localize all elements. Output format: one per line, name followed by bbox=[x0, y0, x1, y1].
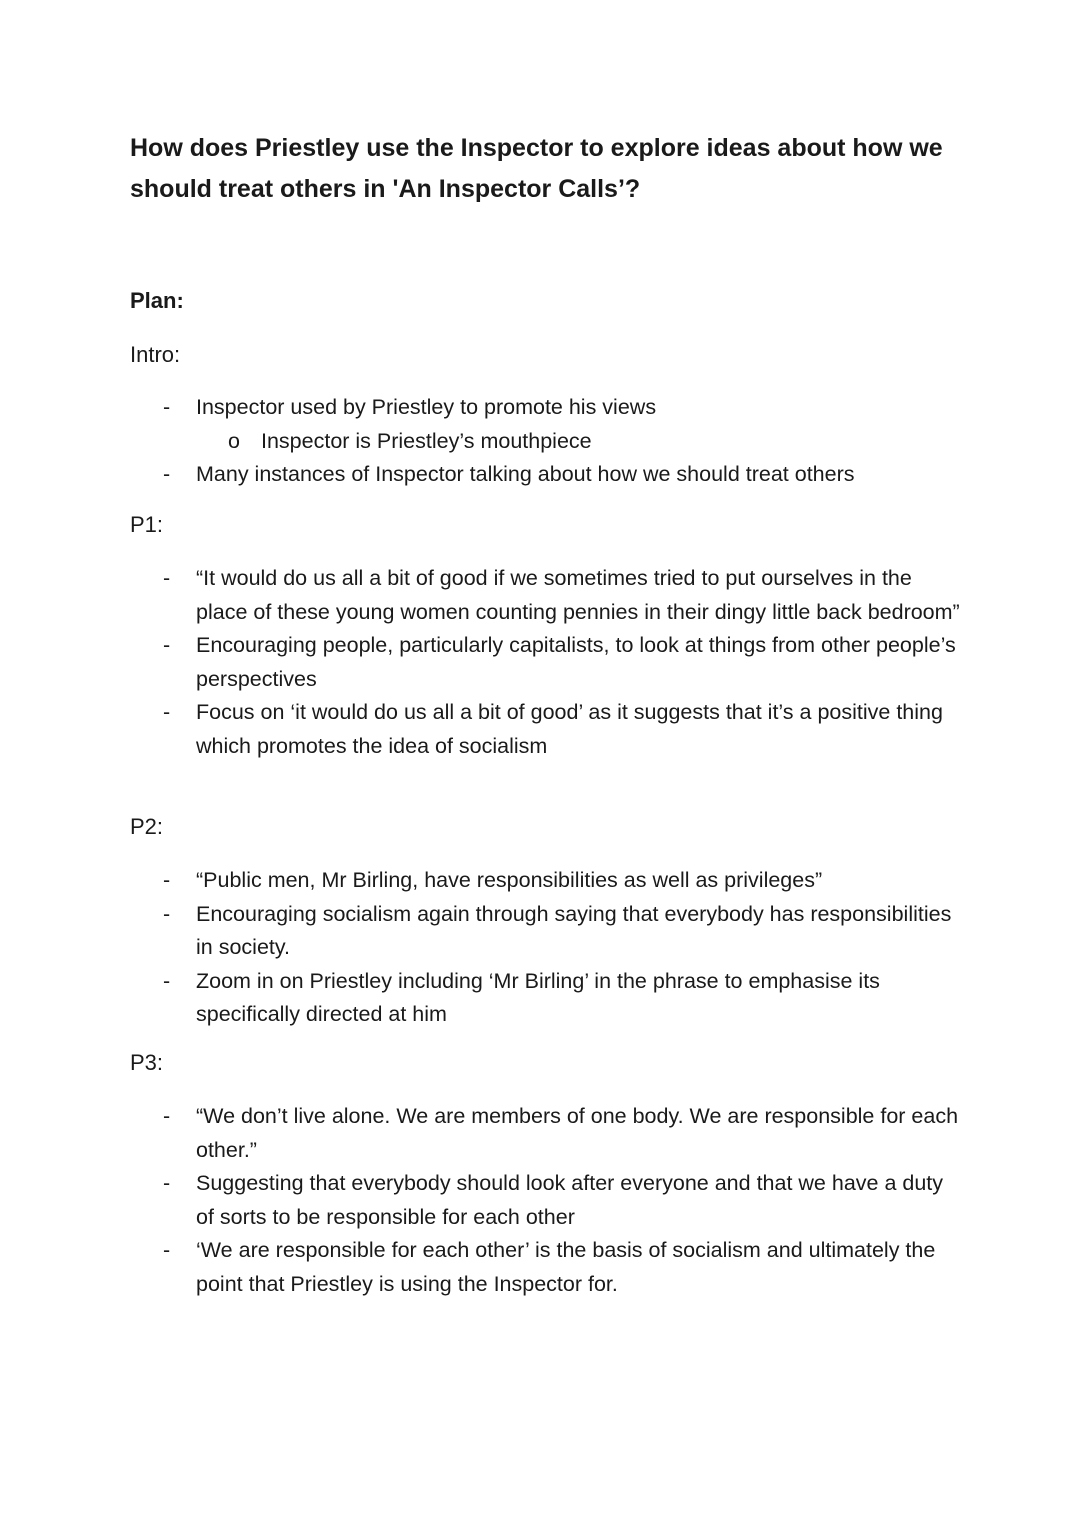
list-item-text: Encouraging socialism again through saying that everybody has responsibilities in society. bbox=[196, 901, 952, 959]
list-item-text: “We don’t live alone. We are members of one body. We are responsible for each other.” bbox=[196, 1104, 959, 1162]
list-item-text: Inspector is Priestley’s mouthpiece bbox=[261, 428, 592, 453]
bullet-dash: - bbox=[163, 968, 171, 993]
list-item bbox=[130, 562, 960, 629]
bullet-dash: - bbox=[163, 700, 171, 724]
list-item bbox=[130, 696, 960, 763]
list-item-text: Inspector used by Priestley to promote his views bbox=[196, 395, 657, 419]
bullet-dash: - bbox=[163, 633, 171, 657]
p2-list bbox=[130, 864, 960, 1032]
list-item-text: ‘We are responsible for each other’ is the basis of socialism and ultimately the point that Priestley is using the Inspector for. bbox=[196, 1238, 936, 1296]
p3-heading: P3: bbox=[130, 1050, 164, 1075]
essay-question-title: How does Priestley use the Inspector to explore ideas about how we should treat others in 'An Inspector Calls’? bbox=[130, 134, 943, 203]
list-item bbox=[130, 1167, 960, 1234]
list-item bbox=[130, 391, 960, 425]
list-item bbox=[130, 1100, 960, 1167]
list-item-text: Many instances of Inspector talking about how we should treat others bbox=[196, 462, 855, 486]
p3-list bbox=[130, 1100, 960, 1301]
list-subitem bbox=[130, 425, 960, 459]
list-item-text: Encouraging people, particularly capitalists, to look at things from other people’s perspectives bbox=[196, 633, 956, 691]
bullet-dash: - bbox=[163, 566, 171, 590]
list-item bbox=[130, 1234, 960, 1301]
p1-list bbox=[130, 562, 960, 763]
bullet-dash: - bbox=[163, 868, 171, 892]
list-item-text: Suggesting that everybody should look after everyone and that we have a duty of sorts to be responsible for each other bbox=[196, 1171, 944, 1229]
bullet-circle: o bbox=[228, 428, 240, 453]
plan-heading: Plan: bbox=[130, 288, 184, 313]
bullet-dash: - bbox=[163, 1104, 171, 1128]
intro-heading: Intro: bbox=[130, 342, 181, 367]
list-item bbox=[130, 965, 960, 1032]
list-item-text: “It would do us all a bit of good if we sometimes tried to put ourselves in the place of these young women counting pennies in their dingy little back bedroom” bbox=[196, 566, 960, 624]
intro-list bbox=[130, 391, 960, 492]
list-item-text: Focus on ‘it would do us all a bit of good’ as it suggests that it’s a positive thing which promotes the idea of socialism bbox=[196, 700, 943, 758]
list-item-text: Zoom in on Priestley including ‘Mr Birling’ in the phrase to emphasise its specifically directed at him bbox=[196, 968, 880, 1026]
list-item-text: “Public men, Mr Birling, have responsibilities as well as privileges” bbox=[196, 868, 823, 892]
bullet-dash: - bbox=[163, 462, 171, 486]
list-item bbox=[130, 629, 960, 696]
list-item bbox=[130, 898, 960, 965]
p1-heading: P1: bbox=[130, 512, 164, 537]
list-item bbox=[130, 864, 960, 898]
bullet-dash: - bbox=[163, 395, 171, 419]
p2-heading: P2: bbox=[130, 814, 164, 839]
bullet-dash: - bbox=[163, 1238, 171, 1262]
bullet-dash: - bbox=[163, 901, 171, 926]
list-item bbox=[130, 458, 960, 492]
bullet-dash: - bbox=[163, 1171, 171, 1195]
